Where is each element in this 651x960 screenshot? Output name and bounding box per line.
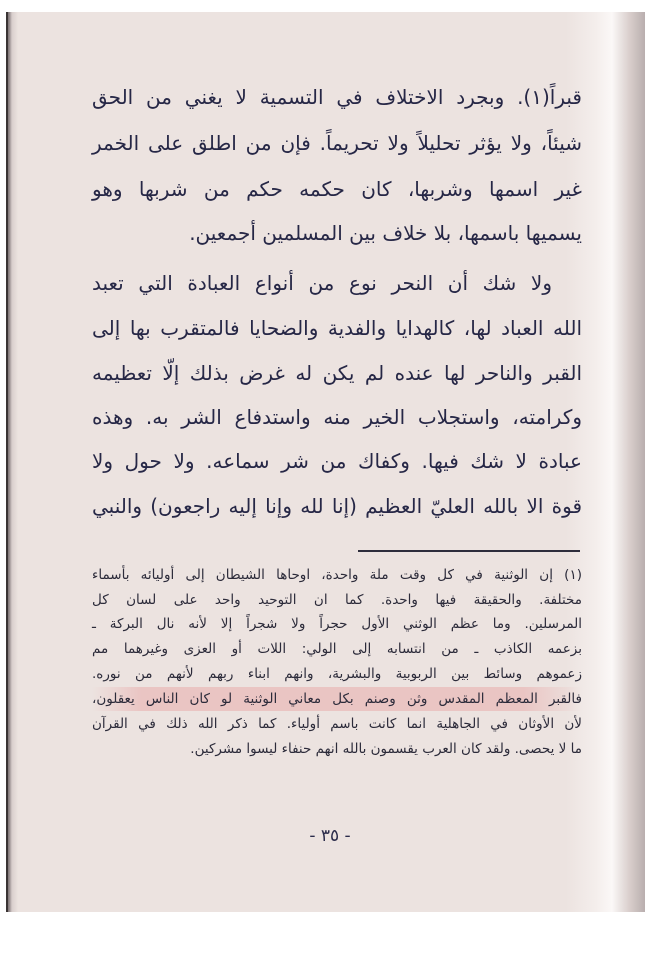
paragraph-1-line: يسميها باسمها، بلا خلاف بين المسلمين أجمعين. — [189, 221, 582, 245]
paragraph-1-line: شيئاً، ولا يؤثر تحليلاً ولا تحريماً. فإن من اطلق على الخمر — [92, 131, 582, 155]
paragraph-2-line: الله العباد لها، كالهدايا والفدية والضحايا فالمتقرب بها إلى — [92, 316, 582, 340]
paragraph-1-line: غير اسمها وشربها، كان حكمه حكم من شربها وهو — [92, 177, 582, 201]
paragraph-2-line: وكرامته، واستجلاب الخير منه واستدفاع الشر به. وهذه — [92, 405, 582, 429]
footnote-line: لأن الأوثان في الجاهلية انما كانت باسم أولياء. كما ذكر الله ذلك في القرآن — [92, 716, 582, 732]
footnote-separator — [358, 550, 580, 552]
footnote-line: مختلفة. والحقيقة فيها واحدة. كما ان التوحيد واحد على لسان كل — [92, 592, 582, 608]
footnote-line: ما لا يحصى. ولقد كان العرب يقسمون بالله انهم حنفاء ليسوا مشركين. — [190, 741, 582, 757]
footnote-line: (١) إن الوثنية في كل وقت ملة واحدة، اوحاها الشيطان إلى أوليائه بأسماء — [92, 567, 582, 583]
paragraph-2-line: قوة الا بالله العليّ العظيم (إنا لله وإنا إليه راجعون) والنبي — [92, 494, 582, 518]
footnote-line: المرسلين. وما عظم الوثني الأول حجراً ولا شجراً إلا لأنه نال البركة ـ — [92, 616, 582, 632]
footnote-line: زعموهم وسائط بين الربوبية والبشرية، وانهم ابناء ربهم لأنهم من نوره. — [92, 666, 582, 682]
footnote-line: بزعمه الكاذب ـ من انتسابه إلى الولي: اللات أو العزى وغيرهما مم — [92, 641, 582, 657]
footnote-line-highlighted: فالقبر المعظم المقدس وثن وصنم بكل معاني الوثنية لو كان الناس يعقلون، — [92, 687, 582, 711]
page-number: - ٣٥ - — [309, 826, 351, 846]
paragraph-1-line: قبراً(١). وبجرد الاختلاف في التسمية لا يغني من الحق — [92, 85, 582, 109]
paragraph-2-line: عبادة لا شك فيها. وكفاك من شر سماعه. ولا حول ولا — [92, 449, 582, 473]
paragraph-2-line: القبر والناحر لها عنده لم يكن له غرض بذلك إلّا تعظيمه — [92, 361, 582, 385]
paragraph-2-line: ولا شك أن النحر نوع من أنواع العبادة التي تعبد — [92, 271, 552, 295]
